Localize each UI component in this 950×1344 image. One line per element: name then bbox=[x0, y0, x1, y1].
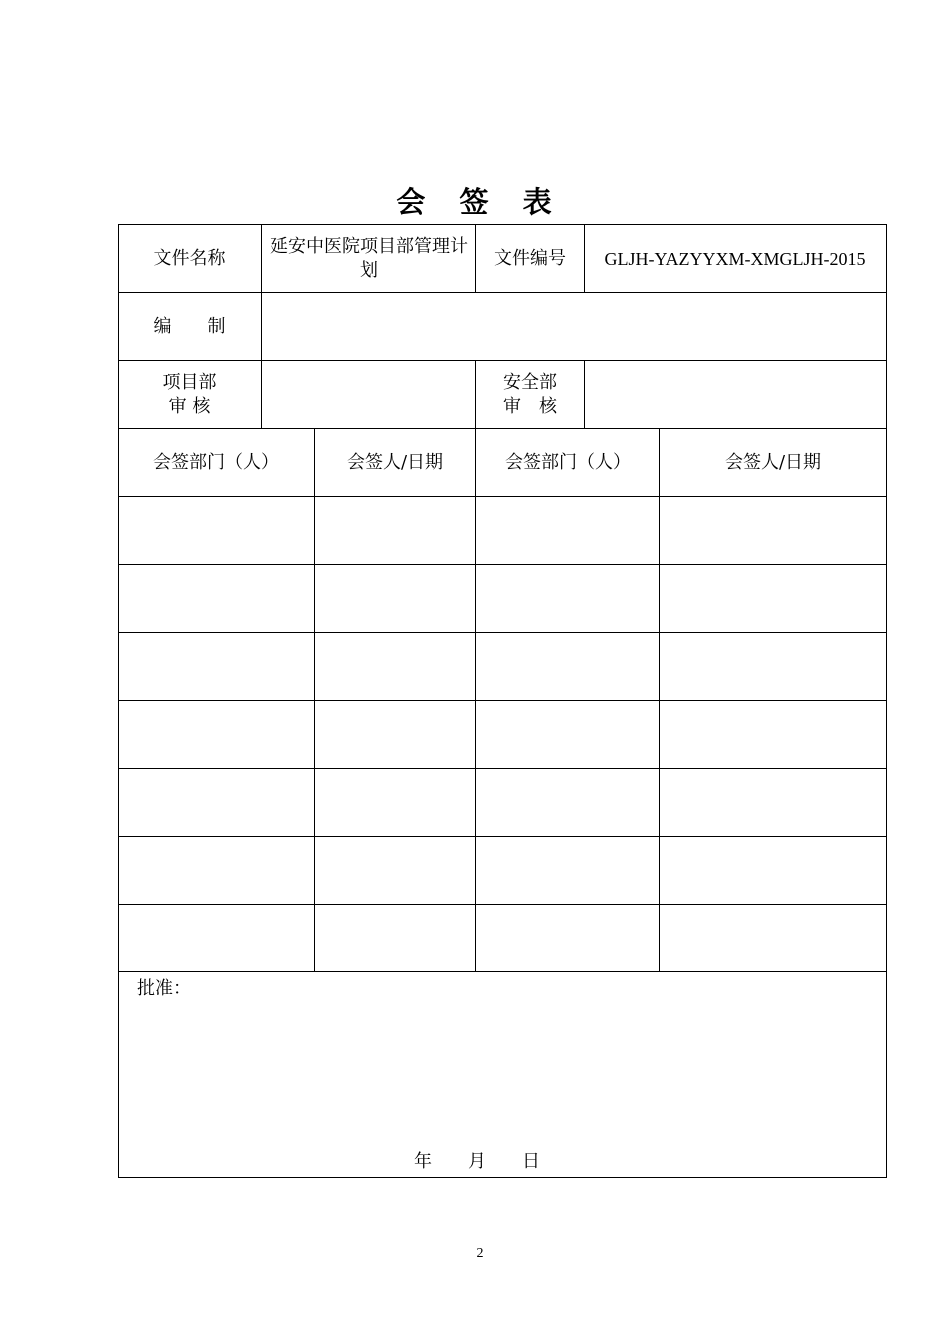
grid-line-horizontal bbox=[118, 1177, 887, 1178]
grid-line-vertical bbox=[886, 224, 887, 1178]
sign-table-cell[interactable] bbox=[118, 837, 314, 905]
sign-table-cell[interactable] bbox=[660, 565, 886, 633]
sign-table-cell[interactable] bbox=[118, 565, 314, 633]
sign-table-cell[interactable] bbox=[118, 497, 314, 565]
grid-line-horizontal bbox=[118, 292, 887, 293]
grid-line-vertical bbox=[475, 224, 476, 293]
grid-line-horizontal bbox=[118, 700, 887, 701]
grid-line-vertical bbox=[659, 428, 660, 972]
sign-table-cell[interactable] bbox=[660, 633, 886, 701]
prepare-label: 编 制 bbox=[153, 316, 226, 337]
project-review-label: 项目部 审 核 bbox=[162, 372, 217, 417]
sign-table-cell[interactable] bbox=[660, 701, 886, 769]
sign-table-cell[interactable] bbox=[314, 701, 476, 769]
sign-table-cell[interactable] bbox=[476, 497, 660, 565]
sign-table-cell[interactable] bbox=[118, 633, 314, 701]
sign-col-header-signer-1: 会签人/日期 bbox=[346, 452, 444, 473]
sign-table-cell[interactable] bbox=[476, 837, 660, 905]
sign-table-cell[interactable] bbox=[476, 701, 660, 769]
sign-table-cell[interactable] bbox=[314, 633, 476, 701]
approval-label: 批准： bbox=[137, 978, 191, 999]
grid-line-horizontal bbox=[118, 632, 887, 633]
grid-line-horizontal bbox=[118, 360, 887, 361]
grid-line-horizontal bbox=[118, 564, 887, 565]
sign-table-cell[interactable] bbox=[660, 905, 886, 973]
grid-line-vertical bbox=[584, 360, 585, 429]
safety-review-label: 安全部 审 核 bbox=[503, 372, 557, 417]
grid-line-horizontal bbox=[118, 768, 887, 769]
sign-table-cell[interactable] bbox=[476, 633, 660, 701]
sign-table-cell[interactable] bbox=[314, 837, 476, 905]
approval-date: 年 月 日 bbox=[414, 1151, 540, 1172]
sign-table-cell[interactable] bbox=[476, 905, 660, 973]
sign-table-cell[interactable] bbox=[476, 769, 660, 837]
grid-line-horizontal bbox=[118, 224, 887, 225]
sign-table-cell[interactable] bbox=[118, 769, 314, 837]
file-name-value: 延安中医院项目部管理计划 bbox=[270, 236, 468, 281]
file-number-label: 文件编号 bbox=[494, 248, 566, 269]
sign-table-cell[interactable] bbox=[660, 769, 886, 837]
grid-line-vertical bbox=[584, 224, 585, 293]
sign-table-cell[interactable] bbox=[118, 905, 314, 973]
grid-line-horizontal bbox=[118, 904, 887, 905]
sign-table-cell[interactable] bbox=[660, 837, 886, 905]
sign-col-header-signer-2: 会签人/日期 bbox=[724, 452, 822, 473]
grid-line-horizontal bbox=[118, 836, 887, 837]
page-number: 2 bbox=[476, 1246, 484, 1261]
file-number-value: GLJH-YAZYYXM-XMGLJH-2015 bbox=[604, 249, 866, 269]
grid-line-horizontal bbox=[118, 971, 887, 972]
page-title: 会 签 表 bbox=[396, 185, 564, 219]
grid-line-vertical bbox=[475, 428, 476, 972]
grid-line-horizontal bbox=[118, 428, 887, 429]
grid-line-vertical bbox=[261, 224, 262, 429]
sign-table-cell[interactable] bbox=[660, 497, 886, 565]
sign-table-cell[interactable] bbox=[476, 565, 660, 633]
sign-table-cell[interactable] bbox=[314, 769, 476, 837]
file-name-label: 文件名称 bbox=[153, 248, 226, 269]
sign-table-cell[interactable] bbox=[314, 565, 476, 633]
grid-line-vertical bbox=[118, 224, 119, 1178]
grid-line-vertical bbox=[314, 428, 315, 972]
sign-col-header-dept-1: 会签部门（人） bbox=[153, 452, 279, 473]
sign-col-header-dept-2: 会签部门（人） bbox=[505, 452, 631, 473]
sign-table-cell[interactable] bbox=[314, 497, 476, 565]
sign-table-cell[interactable] bbox=[314, 905, 476, 973]
grid-line-horizontal bbox=[118, 496, 887, 497]
grid-line-vertical bbox=[475, 360, 476, 429]
sign-table-cell[interactable] bbox=[118, 701, 314, 769]
